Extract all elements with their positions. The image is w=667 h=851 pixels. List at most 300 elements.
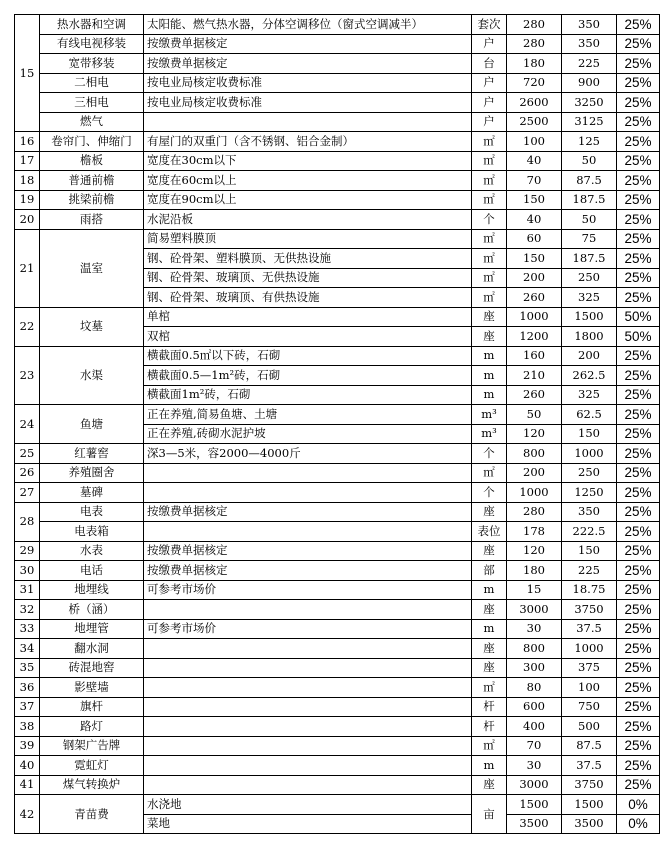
rate-cell: 25% bbox=[617, 639, 660, 659]
rate-cell: 25% bbox=[617, 697, 660, 717]
table-row bbox=[15, 132, 660, 152]
base-price-cell: 3000 bbox=[507, 775, 562, 795]
rate-cell: 25% bbox=[617, 346, 660, 366]
description-cell bbox=[144, 600, 472, 620]
adjusted-price-cell: 3500 bbox=[562, 814, 617, 834]
unit-cell: m bbox=[472, 385, 507, 405]
item-number-cell: 39 bbox=[15, 736, 40, 756]
base-price-cell: 1500 bbox=[507, 795, 562, 815]
description-cell bbox=[144, 697, 472, 717]
adjusted-price-cell: 350 bbox=[562, 34, 617, 54]
adjusted-price-cell: 325 bbox=[562, 288, 617, 308]
adjusted-price-cell: 37.5 bbox=[562, 619, 617, 639]
unit-cell: 座 bbox=[472, 541, 507, 561]
adjusted-price-cell: 1000 bbox=[562, 444, 617, 464]
rate-cell: 25% bbox=[617, 73, 660, 93]
adjusted-price-cell: 87.5 bbox=[562, 736, 617, 756]
adjusted-price-cell: 250 bbox=[562, 268, 617, 288]
rate-cell: 25% bbox=[617, 522, 660, 542]
item-number-cell: 31 bbox=[15, 580, 40, 600]
table-row bbox=[15, 210, 660, 230]
item-number-cell: 23 bbox=[15, 346, 40, 405]
unit-cell: ㎡ bbox=[472, 463, 507, 483]
description-cell: 水浇地 bbox=[144, 795, 472, 815]
adjusted-price-cell: 150 bbox=[562, 541, 617, 561]
base-price-cell: 720 bbox=[507, 73, 562, 93]
item-name-cell: 温室 bbox=[40, 229, 144, 307]
description-cell: 按缴费单据核定 bbox=[144, 502, 472, 522]
adjusted-price-cell: 1800 bbox=[562, 327, 617, 347]
rate-cell: 25% bbox=[617, 132, 660, 152]
adjusted-price-cell: 3250 bbox=[562, 93, 617, 113]
table-row bbox=[15, 190, 660, 210]
unit-cell: 户 bbox=[472, 73, 507, 93]
rate-cell: 25% bbox=[617, 249, 660, 269]
base-price-cell: 15 bbox=[507, 580, 562, 600]
base-price-cell: 210 bbox=[507, 366, 562, 386]
rate-cell: 25% bbox=[617, 658, 660, 678]
item-number-cell: 42 bbox=[15, 795, 40, 834]
base-price-cell: 3000 bbox=[507, 600, 562, 620]
table-row bbox=[15, 444, 660, 464]
item-number-cell: 18 bbox=[15, 171, 40, 191]
base-price-cell: 30 bbox=[507, 619, 562, 639]
item-name-cell: 普通前檐 bbox=[40, 171, 144, 191]
item-name-cell: 钢架广告牌 bbox=[40, 736, 144, 756]
adjusted-price-cell: 200 bbox=[562, 346, 617, 366]
base-price-cell: 178 bbox=[507, 522, 562, 542]
table-row bbox=[15, 151, 660, 171]
table-row bbox=[15, 54, 660, 74]
table-row bbox=[15, 15, 660, 35]
item-number-cell: 38 bbox=[15, 717, 40, 737]
adjusted-price-cell: 222.5 bbox=[562, 522, 617, 542]
rate-cell: 25% bbox=[617, 210, 660, 230]
base-price-cell: 160 bbox=[507, 346, 562, 366]
unit-cell: m³ bbox=[472, 405, 507, 425]
table-row bbox=[15, 756, 660, 776]
item-number-cell: 35 bbox=[15, 658, 40, 678]
table-row bbox=[15, 73, 660, 93]
unit-cell: ㎡ bbox=[472, 678, 507, 698]
adjusted-price-cell: 1500 bbox=[562, 307, 617, 327]
unit-cell: 户 bbox=[472, 112, 507, 132]
table-row bbox=[15, 502, 660, 522]
unit-cell: 座 bbox=[472, 658, 507, 678]
item-name-cell: 挑梁前檐 bbox=[40, 190, 144, 210]
description-cell: 按缴费单据核定 bbox=[144, 54, 472, 74]
base-price-cell: 120 bbox=[507, 541, 562, 561]
rate-cell: 0% bbox=[617, 795, 660, 815]
unit-cell: 表位 bbox=[472, 522, 507, 542]
description-cell: 简易塑料膜顶 bbox=[144, 229, 472, 249]
base-price-cell: 280 bbox=[507, 502, 562, 522]
item-name-cell: 翻水洞 bbox=[40, 639, 144, 659]
unit-cell: 个 bbox=[472, 210, 507, 230]
adjusted-price-cell: 187.5 bbox=[562, 249, 617, 269]
base-price-cell: 180 bbox=[507, 561, 562, 581]
unit-cell: 户 bbox=[472, 93, 507, 113]
adjusted-price-cell: 350 bbox=[562, 502, 617, 522]
table-row bbox=[15, 795, 660, 815]
rate-cell: 25% bbox=[617, 678, 660, 698]
item-name-cell: 电话 bbox=[40, 561, 144, 581]
unit-cell: 杆 bbox=[472, 717, 507, 737]
unit-cell: ㎡ bbox=[472, 249, 507, 269]
rate-cell: 25% bbox=[617, 541, 660, 561]
rate-cell: 25% bbox=[617, 619, 660, 639]
item-number-cell: 37 bbox=[15, 697, 40, 717]
base-price-cell: 60 bbox=[507, 229, 562, 249]
rate-cell: 50% bbox=[617, 307, 660, 327]
adjusted-price-cell: 500 bbox=[562, 717, 617, 737]
adjusted-price-cell: 375 bbox=[562, 658, 617, 678]
item-name-cell: 檐板 bbox=[40, 151, 144, 171]
adjusted-price-cell: 225 bbox=[562, 54, 617, 74]
base-price-cell: 1000 bbox=[507, 483, 562, 503]
base-price-cell: 800 bbox=[507, 639, 562, 659]
unit-cell: 套次 bbox=[472, 15, 507, 35]
rate-cell: 25% bbox=[617, 54, 660, 74]
unit-cell: ㎡ bbox=[472, 171, 507, 191]
item-number-cell: 36 bbox=[15, 678, 40, 698]
rate-cell: 25% bbox=[617, 385, 660, 405]
base-price-cell: 1200 bbox=[507, 327, 562, 347]
description-cell: 深3—5米，容2000—4000斤 bbox=[144, 444, 472, 464]
description-cell: 菜地 bbox=[144, 814, 472, 834]
base-price-cell: 50 bbox=[507, 405, 562, 425]
rate-cell: 25% bbox=[617, 112, 660, 132]
base-price-cell: 70 bbox=[507, 736, 562, 756]
description-cell: 钢、砼骨架、玻璃顶、无供热设施 bbox=[144, 268, 472, 288]
item-name-cell: 三相电 bbox=[40, 93, 144, 113]
base-price-cell: 40 bbox=[507, 151, 562, 171]
item-name-cell: 桥（涵） bbox=[40, 600, 144, 620]
unit-cell: m³ bbox=[472, 424, 507, 444]
rate-cell: 25% bbox=[617, 151, 660, 171]
adjusted-price-cell: 87.5 bbox=[562, 171, 617, 191]
description-cell: 按缴费单据核定 bbox=[144, 541, 472, 561]
description-cell: 宽度在90cm以上 bbox=[144, 190, 472, 210]
rate-cell: 25% bbox=[617, 190, 660, 210]
description-cell: 横截面0.5—1m²砖，石砌 bbox=[144, 366, 472, 386]
rate-cell: 25% bbox=[617, 756, 660, 776]
table-row bbox=[15, 171, 660, 191]
item-number-cell: 28 bbox=[15, 502, 40, 541]
table-row bbox=[15, 229, 660, 249]
description-cell: 宽度在30cm以下 bbox=[144, 151, 472, 171]
base-price-cell: 100 bbox=[507, 132, 562, 152]
unit-cell: m bbox=[472, 346, 507, 366]
table-row bbox=[15, 307, 660, 327]
base-price-cell: 260 bbox=[507, 385, 562, 405]
description-cell: 横截面0.5㎡以下砖，石砌 bbox=[144, 346, 472, 366]
rate-cell: 25% bbox=[617, 775, 660, 795]
table-row bbox=[15, 34, 660, 54]
table-row bbox=[15, 580, 660, 600]
adjusted-price-cell: 225 bbox=[562, 561, 617, 581]
rate-cell: 25% bbox=[617, 15, 660, 35]
item-number-cell: 25 bbox=[15, 444, 40, 464]
base-price-cell: 400 bbox=[507, 717, 562, 737]
rate-cell: 25% bbox=[617, 229, 660, 249]
adjusted-price-cell: 750 bbox=[562, 697, 617, 717]
base-price-cell: 150 bbox=[507, 249, 562, 269]
description-cell: 正在养殖,简易鱼塘、土塘 bbox=[144, 405, 472, 425]
adjusted-price-cell: 1500 bbox=[562, 795, 617, 815]
unit-cell: m bbox=[472, 619, 507, 639]
adjusted-price-cell: 50 bbox=[562, 210, 617, 230]
item-name-cell: 水渠 bbox=[40, 346, 144, 405]
adjusted-price-cell: 100 bbox=[562, 678, 617, 698]
description-cell: 按电业局核定收费标准 bbox=[144, 73, 472, 93]
unit-cell: 亩 bbox=[472, 795, 507, 834]
description-cell bbox=[144, 112, 472, 132]
base-price-cell: 180 bbox=[507, 54, 562, 74]
item-name-cell: 霓虹灯 bbox=[40, 756, 144, 776]
rate-cell: 25% bbox=[617, 288, 660, 308]
table-row bbox=[15, 658, 660, 678]
base-price-cell: 1000 bbox=[507, 307, 562, 327]
unit-cell: 座 bbox=[472, 775, 507, 795]
table-row bbox=[15, 463, 660, 483]
item-name-cell: 坟墓 bbox=[40, 307, 144, 346]
item-name-cell: 地埋线 bbox=[40, 580, 144, 600]
rate-cell: 25% bbox=[617, 366, 660, 386]
base-price-cell: 30 bbox=[507, 756, 562, 776]
adjusted-price-cell: 3750 bbox=[562, 600, 617, 620]
item-name-cell: 红薯窖 bbox=[40, 444, 144, 464]
table-row bbox=[15, 678, 660, 698]
base-price-cell: 70 bbox=[507, 171, 562, 191]
table-row bbox=[15, 483, 660, 503]
base-price-cell: 800 bbox=[507, 444, 562, 464]
adjusted-price-cell: 125 bbox=[562, 132, 617, 152]
compensation-table bbox=[14, 14, 660, 834]
unit-cell: m bbox=[472, 756, 507, 776]
adjusted-price-cell: 18.75 bbox=[562, 580, 617, 600]
unit-cell: 个 bbox=[472, 444, 507, 464]
adjusted-price-cell: 900 bbox=[562, 73, 617, 93]
item-number-cell: 41 bbox=[15, 775, 40, 795]
description-cell: 水泥沿板 bbox=[144, 210, 472, 230]
description-cell bbox=[144, 463, 472, 483]
description-cell bbox=[144, 639, 472, 659]
rate-cell: 25% bbox=[617, 424, 660, 444]
item-number-cell: 21 bbox=[15, 229, 40, 307]
item-number-cell: 22 bbox=[15, 307, 40, 346]
item-name-cell: 电表 bbox=[40, 502, 144, 522]
unit-cell: m bbox=[472, 580, 507, 600]
description-cell: 按电业局核定收费标准 bbox=[144, 93, 472, 113]
description-cell bbox=[144, 736, 472, 756]
item-number-cell: 34 bbox=[15, 639, 40, 659]
adjusted-price-cell: 1250 bbox=[562, 483, 617, 503]
table-row bbox=[15, 619, 660, 639]
adjusted-price-cell: 3125 bbox=[562, 112, 617, 132]
rate-cell: 50% bbox=[617, 327, 660, 347]
base-price-cell: 280 bbox=[507, 15, 562, 35]
item-number-cell: 32 bbox=[15, 600, 40, 620]
unit-cell: ㎡ bbox=[472, 288, 507, 308]
adjusted-price-cell: 1000 bbox=[562, 639, 617, 659]
item-number-cell: 15 bbox=[15, 15, 40, 132]
item-number-cell: 33 bbox=[15, 619, 40, 639]
item-name-cell: 热水器和空调 bbox=[40, 15, 144, 35]
rate-cell: 25% bbox=[617, 444, 660, 464]
description-cell: 正在养殖,砖砌水泥护坡 bbox=[144, 424, 472, 444]
unit-cell: 座 bbox=[472, 600, 507, 620]
description-cell bbox=[144, 522, 472, 542]
rate-cell: 25% bbox=[617, 483, 660, 503]
table-row bbox=[15, 405, 660, 425]
base-price-cell: 260 bbox=[507, 288, 562, 308]
item-name-cell: 墓碑 bbox=[40, 483, 144, 503]
rate-cell: 25% bbox=[617, 717, 660, 737]
base-price-cell: 40 bbox=[507, 210, 562, 230]
description-cell bbox=[144, 678, 472, 698]
item-name-cell: 雨搭 bbox=[40, 210, 144, 230]
item-name-cell: 路灯 bbox=[40, 717, 144, 737]
table-row bbox=[15, 639, 660, 659]
description-cell: 单棺 bbox=[144, 307, 472, 327]
description-cell bbox=[144, 658, 472, 678]
description-cell: 钢、砼骨架、塑料膜顶、无供热设施 bbox=[144, 249, 472, 269]
description-cell bbox=[144, 775, 472, 795]
item-number-cell: 30 bbox=[15, 561, 40, 581]
item-name-cell: 旗杆 bbox=[40, 697, 144, 717]
base-price-cell: 120 bbox=[507, 424, 562, 444]
rate-cell: 25% bbox=[617, 502, 660, 522]
table-row bbox=[15, 600, 660, 620]
rate-cell: 25% bbox=[617, 580, 660, 600]
unit-cell: 座 bbox=[472, 307, 507, 327]
item-number-cell: 20 bbox=[15, 210, 40, 230]
adjusted-price-cell: 350 bbox=[562, 15, 617, 35]
item-number-cell: 29 bbox=[15, 541, 40, 561]
adjusted-price-cell: 187.5 bbox=[562, 190, 617, 210]
item-name-cell: 鱼塘 bbox=[40, 405, 144, 444]
rate-cell: 25% bbox=[617, 736, 660, 756]
unit-cell: ㎡ bbox=[472, 268, 507, 288]
adjusted-price-cell: 50 bbox=[562, 151, 617, 171]
unit-cell: m bbox=[472, 366, 507, 386]
unit-cell: ㎡ bbox=[472, 132, 507, 152]
table-row bbox=[15, 522, 660, 542]
table-row bbox=[15, 93, 660, 113]
item-number-cell: 24 bbox=[15, 405, 40, 444]
description-cell: 太阳能、燃气热水器，分体空调移位（窗式空调减半） bbox=[144, 15, 472, 35]
description-cell: 双棺 bbox=[144, 327, 472, 347]
unit-cell: 台 bbox=[472, 54, 507, 74]
item-name-cell: 青苗费 bbox=[40, 795, 144, 834]
base-price-cell: 600 bbox=[507, 697, 562, 717]
base-price-cell: 200 bbox=[507, 268, 562, 288]
base-price-cell: 2500 bbox=[507, 112, 562, 132]
unit-cell: ㎡ bbox=[472, 151, 507, 171]
unit-cell: 杆 bbox=[472, 697, 507, 717]
item-name-cell: 地埋管 bbox=[40, 619, 144, 639]
table-row bbox=[15, 346, 660, 366]
unit-cell: 户 bbox=[472, 34, 507, 54]
description-cell: 宽度在60cm以上 bbox=[144, 171, 472, 191]
item-number-cell: 17 bbox=[15, 151, 40, 171]
description-cell bbox=[144, 483, 472, 503]
unit-cell: 部 bbox=[472, 561, 507, 581]
item-name-cell: 水表 bbox=[40, 541, 144, 561]
table-row bbox=[15, 717, 660, 737]
item-name-cell: 影壁墙 bbox=[40, 678, 144, 698]
item-name-cell: 电表箱 bbox=[40, 522, 144, 542]
item-name-cell: 燃气 bbox=[40, 112, 144, 132]
description-cell bbox=[144, 756, 472, 776]
description-cell: 钢、砼骨架、玻璃顶、有供热设施 bbox=[144, 288, 472, 308]
unit-cell: 座 bbox=[472, 639, 507, 659]
table-row bbox=[15, 561, 660, 581]
base-price-cell: 280 bbox=[507, 34, 562, 54]
table-row bbox=[15, 112, 660, 132]
unit-cell: 座 bbox=[472, 502, 507, 522]
rate-cell: 25% bbox=[617, 93, 660, 113]
base-price-cell: 80 bbox=[507, 678, 562, 698]
adjusted-price-cell: 75 bbox=[562, 229, 617, 249]
adjusted-price-cell: 325 bbox=[562, 385, 617, 405]
description-cell bbox=[144, 717, 472, 737]
rate-cell: 25% bbox=[617, 405, 660, 425]
description-cell: 按缴费单据核定 bbox=[144, 561, 472, 581]
description-cell: 可参考市场价 bbox=[144, 580, 472, 600]
base-price-cell: 150 bbox=[507, 190, 562, 210]
unit-cell: ㎡ bbox=[472, 190, 507, 210]
item-name-cell: 养殖圈舍 bbox=[40, 463, 144, 483]
item-name-cell: 煤气转换炉 bbox=[40, 775, 144, 795]
rate-cell: 25% bbox=[617, 268, 660, 288]
item-number-cell: 16 bbox=[15, 132, 40, 152]
item-name-cell: 卷帘门、伸缩门 bbox=[40, 132, 144, 152]
unit-cell: 座 bbox=[472, 327, 507, 347]
unit-cell: ㎡ bbox=[472, 229, 507, 249]
adjusted-price-cell: 262.5 bbox=[562, 366, 617, 386]
base-price-cell: 200 bbox=[507, 463, 562, 483]
item-number-cell: 27 bbox=[15, 483, 40, 503]
item-number-cell: 19 bbox=[15, 190, 40, 210]
table-row bbox=[15, 736, 660, 756]
adjusted-price-cell: 3750 bbox=[562, 775, 617, 795]
table-row bbox=[15, 697, 660, 717]
item-name-cell: 二相电 bbox=[40, 73, 144, 93]
base-price-cell: 3500 bbox=[507, 814, 562, 834]
rate-cell: 25% bbox=[617, 34, 660, 54]
item-number-cell: 26 bbox=[15, 463, 40, 483]
item-name-cell: 有线电视移装 bbox=[40, 34, 144, 54]
rate-cell: 25% bbox=[617, 463, 660, 483]
description-cell: 可参考市场价 bbox=[144, 619, 472, 639]
description-cell: 有屋门的双重门（含不锈钢、铝合金制） bbox=[144, 132, 472, 152]
description-cell: 横截面1m²砖，石砌 bbox=[144, 385, 472, 405]
item-name-cell: 砖混地窖 bbox=[40, 658, 144, 678]
rate-cell: 0% bbox=[617, 814, 660, 834]
rate-cell: 25% bbox=[617, 600, 660, 620]
base-price-cell: 2600 bbox=[507, 93, 562, 113]
table-row bbox=[15, 541, 660, 561]
base-price-cell: 300 bbox=[507, 658, 562, 678]
rate-cell: 25% bbox=[617, 561, 660, 581]
table-row bbox=[15, 775, 660, 795]
adjusted-price-cell: 150 bbox=[562, 424, 617, 444]
rate-cell: 25% bbox=[617, 171, 660, 191]
adjusted-price-cell: 250 bbox=[562, 463, 617, 483]
unit-cell: ㎡ bbox=[472, 736, 507, 756]
